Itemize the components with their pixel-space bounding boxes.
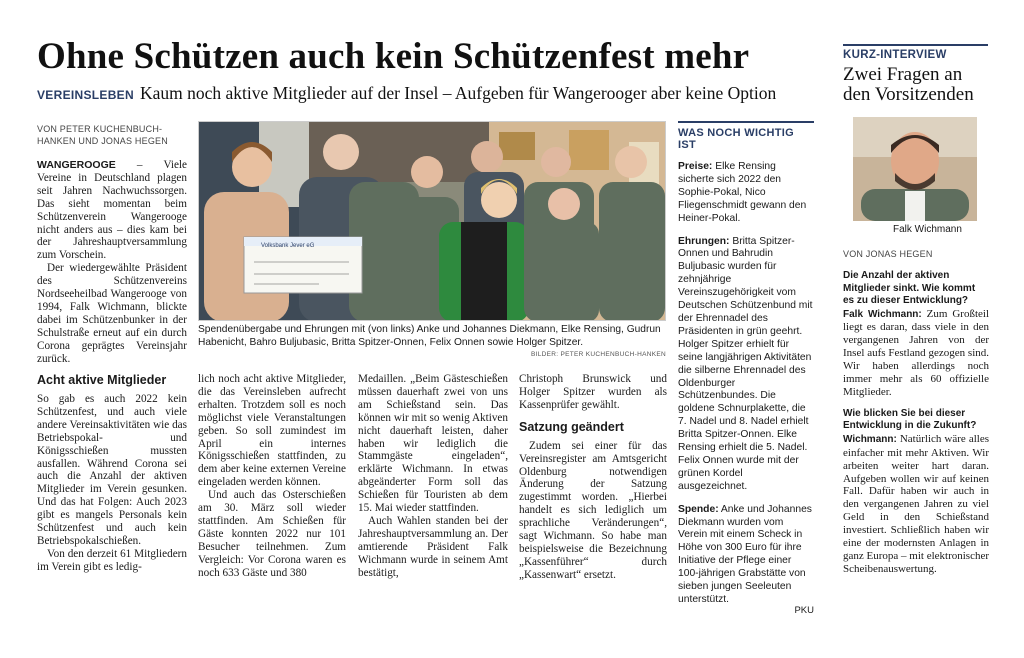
subline-text: Kaum noch aktive Mitglieder auf der Insel – Aufgeben für Wangerooger aber keine Option — [139, 83, 777, 103]
answer-text: Zum Großteil liegt es daran, dass viele in den vergangenen Jahren von der Insel aufs Festland gezogen sind. Wir haben allerdings noch immer mehr als 60 offizielle Mitglieder. — [843, 307, 989, 398]
headline: Ohne Schützen auch kein Schützenfest mehr — [37, 36, 750, 77]
group-photo-illustration — [199, 122, 666, 321]
portrait-photo — [853, 117, 977, 221]
info-label: Ehrungen: — [678, 235, 730, 247]
lead-text: – Viele Vereine in Deutschland plagen seit Jahren Nachwuchssorgen. Das sieht momentan beim Schützenverein Wangerooge nicht anders aus – dies kam bei der Jahreshauptversammlung zum Vorschein. — [37, 159, 187, 262]
subline — [37, 82, 837, 106]
paragraph: Medaillen. „Beim Gästeschießen müssen dauerhaft zwei von uns am Schießstand sein. Das können wir mit so wenig Aktiven nicht dauerhaft leisten, daher haben wir lediglich die Stammgäste eingeladen“, erklärte Wichmann. In etwas abgeänderter Form soll das Schießen für Touristen ab dem 15. Mai wieder stattfinden. — [358, 373, 508, 515]
lead-paragraph — [37, 159, 187, 262]
paragraph: Von den derzeit 61 Mitgliedern im Verein gibt es ledig- — [37, 547, 187, 573]
info-item-preise — [678, 161, 814, 226]
info-item-ehrungen — [678, 236, 814, 494]
author-sign: PKU — [794, 604, 814, 616]
answer-1 — [843, 308, 989, 399]
info-box — [678, 121, 814, 618]
info-label: Preise: — [678, 161, 713, 172]
answer-text: Natürlich wäre alles einfacher mit mehr Aktiven. Wir arbeiten weiter hart daran. Aufgeben wollen wir auf keinen Fall. Dafür haben wir auch in den vergangenen Jahren zu viel Geld in den Schießstand investiert. Schließlich haben wir eine der modernsten Anlagen in ganz Europa – mit elektronischer Scheibenauswertung. — [843, 432, 990, 575]
column-1-lower — [37, 370, 187, 574]
answer-speaker: Wichmann: — [843, 433, 897, 445]
paragraph: Auch Wahlen standen bei der Jahreshauptversammlung an. Der amtierende Präsident Falk Wichmann wurde in seinem Amt bestätigt, — [358, 514, 508, 579]
paragraph: So gab es auch 2022 kein Schützenfest, und auch viele andere Vereinsaktivitäten wie das Betriebspokal- und Königsschießen mussten ausfallen. Während Corona sei auch die Anzahl der aktiven Mitglieder im Verein gesunken. Und das hat Folgen: Auch 2023 gibt es mangels Personals kein Schützenfest und auch kein Betriebspokalschießen. — [37, 393, 187, 547]
check-bank-label: Volksbank Jever eG — [261, 243, 315, 249]
subhead-satzung: Satzung geändert — [519, 419, 624, 434]
info-text: Anke und Johannes Diekmann wurden vom Verein mit einem Scheck in Höhe von 300 Euro für ihre Initiative der Pflege einer 100-jährigen Grabstätte von sieben jungen Seeleuten unterstützt. — [678, 503, 812, 605]
byline: VON PETER KUCHENBUCH-HANKEN UND JONAS HEGEN — [37, 124, 168, 146]
info-box-title: WAS NOCH WICHTIG IST — [678, 121, 814, 151]
info-text: Elke Rensing sicherte sich 2022 den Sophie-Pokal, Nico Fliegenschmidt gewann den Heiner-Pokal. — [678, 161, 807, 224]
interview-byline: VON JONAS HEGEN — [843, 249, 933, 259]
paragraph: Und auch das Osterschießen am 30. März soll wieder stattfinden. Am Schießen für Gäste konnten 2022 nur 101 Besucher teilnehmen. Zum Vergleich: Vor Corona waren es noch 633 Gäste und 380 — [198, 489, 346, 579]
group-photo — [198, 121, 666, 321]
section-kicker: VEREINSLEBEN — [37, 88, 134, 102]
column-4 — [519, 373, 667, 582]
info-text: Britta Spitzer-Onnen und Bahrudin Buljubasic wurden für zehnjährige Vereinszugehörigkeit vom Deutschen Schützenbund mit der Ehrennadel des Präsidenten in grün geehrt. Holger Spitzer erhielt für seine langjährigen Aktivitäten die silberne Ehrennadel des Oldenburger Schützenbundes. Die goldene Schnurplakette, die 7. Nadel und 8. Nadel erhielt Britta Spitzer-Onnen. Elke Rensing erhielt die 5. Nadel. Felix Onnen wurde mit der grünen Kordel ausgezeichnet. — [678, 235, 813, 492]
info-item-spende — [678, 504, 814, 607]
column-3 — [358, 373, 508, 580]
paragraph: lich noch acht aktive Mitglieder, die das Vereinsleben aufrecht erhalten. Trotzdem soll es noch möglichst viele Veranstaltungen geben. So soll zumindest im April ein internes Königsschießen stattfinden, zu dem aber keine externen Vereine eingeladen werden können. — [198, 373, 346, 489]
info-label: Spende: — [678, 503, 719, 515]
paragraph: Zudem sei einer für das Vereinsregister am Amtsgericht Oldenburg notwendigen Änderung der Satzung zugestimmt worden. „Hierbei handelt es sich lediglich um sprachliche Veränderungen“, sagt Wichmann. So habe man beispielsweise die Bezeichnung „Kassenführer“ durch „Kassenwart“ ersetzt. — [519, 439, 667, 581]
dateline: WANGEROOGE — [37, 159, 116, 171]
subhead-acht-aktive: Acht aktive Mitglieder — [37, 373, 167, 387]
portrait-caption: Falk Wichmann — [893, 224, 962, 235]
interview-title: Zwei Fragen an den Vorsitzenden — [843, 64, 974, 105]
question-2: Wie blicken Sie bei dieser Entwicklung in die Zukunft? — [843, 407, 977, 432]
column-2 — [198, 373, 346, 580]
paragraph: Der wiedergewählte Präsident des Schützenvereins Nordseeheilbad Wangerooge von 1994, Falk Wichmann, blickte dabei im Schützenbunker in der Schulstraße erneut auf ein durch Corona geprägtes Vereinsjahr zurück. — [37, 262, 187, 365]
info-box-text — [678, 161, 814, 618]
portrait-illustration — [853, 117, 977, 221]
photo-credit: BILDER: PETER KUCHENBUCH-HANKEN — [531, 351, 666, 358]
answer-speaker: Falk Wichmann: — [843, 308, 922, 320]
answer-2 — [843, 433, 989, 576]
column-1 — [37, 159, 187, 366]
interview-kicker: KURZ-INTERVIEW — [843, 44, 988, 61]
interview-body — [843, 270, 989, 585]
question-1: Die Anzahl der aktiven Mitglieder sinkt. Wie kommt es zu dieser Entwicklung? — [843, 270, 976, 306]
paragraph: Christoph Brunswick und Holger Spitzer wurden als Kassenprüfer gewählt. — [519, 373, 667, 411]
interview-header — [843, 44, 988, 105]
photo-caption: Spendenübergabe und Ehrungen mit (von links) Anke und Johannes Diekmann, Elke Rensing, Gudrun Habenicht, Bahro Buljubasic, Britta Spitzer-Onnen, Felix Onnen sowie Holger Spitzer. — [198, 324, 661, 348]
